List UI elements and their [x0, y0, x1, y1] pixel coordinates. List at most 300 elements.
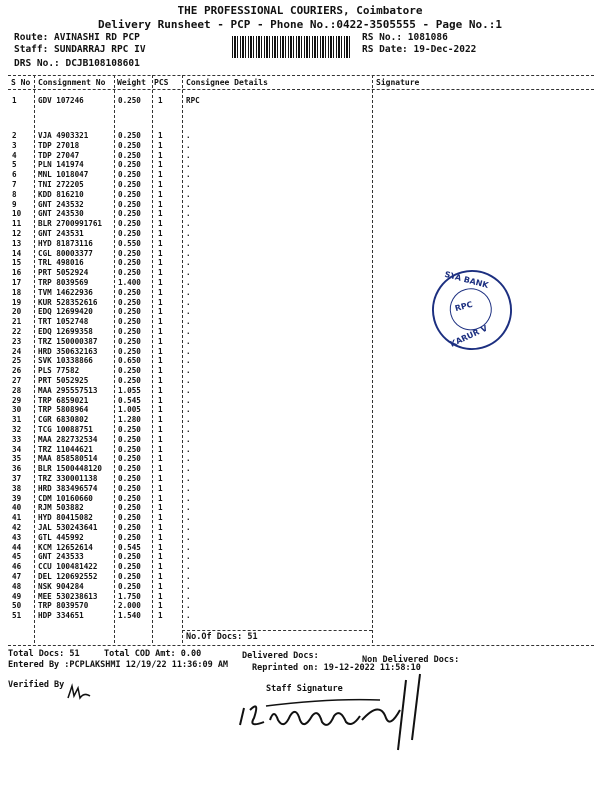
cell-pcs: 1	[158, 150, 163, 160]
table-row	[0, 190, 600, 199]
cell-sno: 36	[12, 464, 22, 474]
cell-det: .	[186, 523, 191, 532]
table-row	[0, 268, 600, 277]
cell-con: MAA 858580514	[38, 454, 98, 464]
table-row	[0, 396, 600, 405]
table-row	[0, 239, 600, 248]
table-row	[0, 347, 600, 356]
cell-wt: 0.250	[118, 581, 141, 591]
cell-sno: 42	[12, 523, 22, 532]
cell-sno: 32	[12, 425, 22, 434]
cell-con: GNT 243530	[38, 209, 84, 219]
cell-pcs: 1	[158, 611, 163, 621]
table-row	[0, 454, 600, 463]
cell-pcs: 1	[158, 131, 163, 140]
cell-det: .	[186, 415, 191, 425]
cell-wt: 0.250	[118, 170, 141, 180]
cell-det: .	[186, 248, 191, 258]
cell-con: KCM 12652614	[38, 542, 93, 552]
cell-pcs: 1	[158, 474, 163, 483]
cell-con: JAL 530243641	[38, 523, 98, 532]
table-row	[0, 170, 600, 179]
cell-det: .	[186, 395, 191, 405]
cell-sno: 25	[12, 356, 22, 366]
cell-det: .	[186, 572, 191, 581]
table-row	[0, 96, 600, 105]
cell-wt: 0.250	[118, 131, 141, 140]
cell-sno: 31	[12, 415, 22, 425]
table-row	[0, 601, 600, 610]
table-row	[0, 552, 600, 561]
cell-con: BLR 2700991761	[38, 219, 103, 229]
cell-con: CDM 10160660	[38, 493, 93, 503]
cell-sno: 12	[12, 229, 22, 238]
cell-con: BLR 1500448120	[38, 464, 103, 474]
cell-wt: 0.550	[118, 238, 141, 248]
cell-sno: 21	[12, 317, 22, 327]
cell-pcs: 1	[158, 160, 163, 170]
table-row	[0, 141, 600, 150]
cell-con: HDP 334651	[38, 611, 84, 621]
cell-con: PLN 141974	[38, 160, 84, 170]
no-of-docs: No.Of Docs: 51	[186, 632, 258, 642]
cell-wt: 0.250	[118, 523, 141, 532]
cell-wt: 0.250	[118, 248, 141, 258]
cell-wt: 0.250	[118, 483, 141, 493]
cell-con: TRP 5808964	[38, 405, 89, 415]
cell-wt: 0.250	[118, 180, 141, 189]
cell-det: .	[186, 611, 191, 621]
cell-wt: 1.280	[118, 415, 141, 425]
cell-pcs: 1	[158, 562, 163, 572]
cell-wt: 1.540	[118, 611, 141, 621]
cell-sno: 50	[12, 601, 22, 611]
cell-det: .	[186, 317, 191, 327]
cell-con: TRZ 11044621	[38, 444, 93, 454]
staff-signature-label: Staff Signature	[266, 684, 343, 694]
cell-det: .	[186, 562, 191, 572]
cell-pcs: 1	[158, 581, 163, 591]
cell-con: MNL 1018047	[38, 170, 89, 180]
cell-sno: 33	[12, 434, 22, 444]
cell-pcs: 1	[158, 454, 163, 464]
cell-det: .	[186, 444, 191, 454]
cell-wt: 0.250	[118, 552, 141, 562]
cell-sno: 2	[12, 131, 17, 140]
cell-det: .	[186, 150, 191, 160]
cell-wt: 0.250	[118, 140, 141, 150]
table-row	[0, 249, 600, 258]
cell-pcs: 1	[158, 601, 163, 611]
header-divider	[8, 89, 594, 90]
table-row	[0, 425, 600, 434]
cell-det: .	[186, 189, 191, 199]
col-header-signature: Signature	[376, 78, 420, 87]
cell-sno: 45	[12, 552, 22, 562]
cell-det: .	[186, 385, 191, 395]
cell-wt: 0.545	[118, 542, 141, 552]
cell-wt: 0.250	[118, 532, 141, 542]
cell-det: .	[186, 131, 191, 140]
cell-sno: 38	[12, 483, 22, 493]
cell-wt: 0.250	[118, 229, 141, 238]
cell-con: MEE 530238613	[38, 591, 98, 601]
cell-det: .	[186, 542, 191, 552]
cell-con: TRL 498016	[38, 258, 84, 268]
cell-det: .	[186, 199, 191, 209]
cell-con: GNT 243533	[38, 552, 84, 562]
cell-con: HYD 81873116	[38, 238, 93, 248]
cell-con: TVM 14622936	[38, 287, 93, 297]
cell-con: SVK 10338866	[38, 356, 93, 366]
cell-wt: 0.250	[118, 199, 141, 209]
cell-pcs: 1	[158, 513, 163, 523]
cell-wt: 0.250	[118, 287, 141, 297]
cell-wt: 0.250	[118, 503, 141, 513]
cell-det: .	[186, 180, 191, 189]
cell-pcs: 1	[158, 434, 163, 444]
cell-con: PRT 5052925	[38, 376, 89, 385]
cell-con: KUR 528352616	[38, 297, 98, 307]
cell-det: .	[186, 278, 191, 287]
cell-con: CCU 100481422	[38, 562, 98, 572]
cell-pcs: 1	[158, 258, 163, 268]
table-row	[0, 582, 600, 591]
cell-det: .	[186, 209, 191, 219]
cell-det: .	[186, 229, 191, 238]
table-row	[0, 366, 600, 375]
cell-det: .	[186, 170, 191, 180]
cell-sno: 13	[12, 238, 22, 248]
table-row	[0, 356, 600, 365]
cell-sno: 40	[12, 503, 22, 513]
cell-det: .	[186, 219, 191, 229]
cell-pcs: 1	[158, 415, 163, 425]
cell-sno: 48	[12, 581, 22, 591]
cell-det: .	[186, 454, 191, 464]
cell-sno: 17	[12, 278, 22, 287]
cell-det: .	[186, 405, 191, 415]
cell-pcs: 1	[158, 591, 163, 601]
cell-wt: 0.250	[118, 327, 141, 336]
reprinted-on: Reprinted on: 19-12-2022 11:58:10	[252, 663, 421, 673]
cell-sno: 49	[12, 591, 22, 601]
table-row	[0, 435, 600, 444]
cell-sno: 30	[12, 405, 22, 415]
cell-pcs: 1	[158, 552, 163, 562]
cell-sno: 20	[12, 307, 22, 317]
barcode	[232, 36, 352, 58]
table-row	[0, 592, 600, 601]
cell-det: .	[186, 238, 191, 248]
cell-sno: 29	[12, 395, 22, 405]
cell-wt: 0.250	[118, 454, 141, 464]
cell-con: HRD 350632163	[38, 346, 98, 356]
table-row	[0, 503, 600, 512]
cell-sno: 3	[12, 140, 17, 150]
cell-con: TRZ 330001138	[38, 474, 98, 483]
table-row	[0, 415, 600, 424]
cell-wt: 1.400	[118, 278, 141, 287]
cell-sno: 19	[12, 297, 22, 307]
cell-pcs: 1	[158, 503, 163, 513]
document-title: THE PROFESSIONAL COURIERS, Coimbatore	[177, 4, 423, 17]
cell-pcs: 1	[158, 366, 163, 376]
cell-det: .	[186, 591, 191, 601]
rs-date-label: RS Date: 19-Dec-2022	[362, 44, 477, 55]
entered-by: Entered By :PCPLAKSHMI 12/19/22 11:36:09 AM	[8, 660, 229, 670]
cell-det: .	[186, 336, 191, 346]
cell-pcs: 1	[158, 523, 163, 532]
cell-pcs: 1	[158, 483, 163, 493]
cell-wt: 0.250	[118, 96, 141, 105]
cell-con: DEL 120692552	[38, 572, 98, 581]
cell-wt: 0.250	[118, 209, 141, 219]
cell-det: .	[186, 297, 191, 307]
cell-con: GNT 243532	[38, 199, 84, 209]
cell-con: VJA 4903321	[38, 131, 89, 140]
cell-wt: 0.250	[118, 219, 141, 229]
cell-det: .	[186, 474, 191, 483]
cell-sno: 28	[12, 385, 22, 395]
cell-det: .	[186, 503, 191, 513]
cell-pcs: 1	[158, 532, 163, 542]
cell-pcs: 1	[158, 180, 163, 189]
docs-divider	[182, 630, 372, 631]
cell-sno: 9	[12, 199, 17, 209]
cell-pcs: 1	[158, 493, 163, 503]
table-row	[0, 533, 600, 542]
cell-pcs: 1	[158, 356, 163, 366]
verified-initials	[66, 682, 96, 702]
cell-wt: 0.250	[118, 376, 141, 385]
cell-sno: 51	[12, 611, 22, 621]
cell-wt: 0.250	[118, 150, 141, 160]
cell-con: TDP 27047	[38, 150, 80, 160]
cell-pcs: 1	[158, 278, 163, 287]
cell-wt: 0.250	[118, 513, 141, 523]
cell-sno: 47	[12, 572, 22, 581]
cell-det: .	[186, 346, 191, 356]
cell-pcs: 1	[158, 96, 163, 105]
cell-wt: 0.250	[118, 268, 141, 278]
cell-wt: 0.250	[118, 160, 141, 170]
cell-det: .	[186, 434, 191, 444]
cell-con: NSK 904284	[38, 581, 84, 591]
table-row	[0, 258, 600, 267]
cell-pcs: 1	[158, 444, 163, 454]
cell-pcs: 1	[158, 238, 163, 248]
cell-pcs: 1	[158, 346, 163, 356]
cell-det: .	[186, 601, 191, 611]
cell-con: TDP 27018	[38, 140, 80, 150]
cell-con: TNI 272205	[38, 180, 84, 189]
cell-pcs: 1	[158, 189, 163, 199]
cell-sno: 10	[12, 209, 22, 219]
staff-label: Staff: SUNDARRAJ RPC IV	[14, 44, 146, 55]
cell-wt: 0.250	[118, 317, 141, 327]
cell-pcs: 1	[158, 395, 163, 405]
col-header-consignment: Consignment No	[38, 78, 106, 87]
table-row	[0, 572, 600, 581]
cell-wt: 1.055	[118, 385, 141, 395]
cell-pcs: 1	[158, 405, 163, 415]
table-row	[0, 494, 600, 503]
cell-wt: 0.250	[118, 562, 141, 572]
cell-con: GNT 243531	[38, 229, 84, 238]
cell-sno: 14	[12, 248, 22, 258]
staff-signature	[230, 670, 430, 760]
table-row	[0, 180, 600, 189]
cell-det: .	[186, 160, 191, 170]
table-row	[0, 474, 600, 483]
cell-det: .	[186, 268, 191, 278]
cell-pcs: 1	[158, 199, 163, 209]
cell-pcs: 1	[158, 219, 163, 229]
cell-pcs: 1	[158, 336, 163, 346]
cell-det: .	[186, 513, 191, 523]
table-row	[0, 209, 600, 218]
table-row	[0, 513, 600, 522]
table-row	[0, 386, 600, 395]
table-row	[0, 611, 600, 620]
cell-sno: 15	[12, 258, 22, 268]
cell-sno: 34	[12, 444, 22, 454]
table-row	[0, 160, 600, 169]
cell-con: PLS 77582	[38, 366, 80, 376]
cell-con: PRT 5052924	[38, 268, 89, 278]
cell-sno: 26	[12, 366, 22, 376]
table-row	[0, 523, 600, 532]
cell-pcs: 1	[158, 542, 163, 552]
table-row	[0, 278, 600, 287]
cell-wt: 0.650	[118, 356, 141, 366]
cell-wt: 0.250	[118, 346, 141, 356]
cell-det: .	[186, 287, 191, 297]
cell-pcs: 1	[158, 425, 163, 434]
cell-sno: 41	[12, 513, 22, 523]
cell-wt: 0.250	[118, 474, 141, 483]
cell-det: .	[186, 307, 191, 317]
cell-con: HRD 383496574	[38, 483, 98, 493]
cell-pcs: 1	[158, 376, 163, 385]
cell-det: .	[186, 493, 191, 503]
cell-det: .	[186, 425, 191, 434]
cell-con: TRP 8039569	[38, 278, 89, 287]
cell-wt: 0.250	[118, 444, 141, 454]
cell-det: .	[186, 483, 191, 493]
cell-sno: 37	[12, 474, 22, 483]
cell-con: TCG 10088751	[38, 425, 93, 434]
cell-wt: 2.000	[118, 601, 141, 611]
cell-pcs: 1	[158, 209, 163, 219]
cell-det: .	[186, 356, 191, 366]
cell-det: .	[186, 376, 191, 385]
cell-pcs: 1	[158, 572, 163, 581]
cell-det: .	[186, 581, 191, 591]
cell-det: .	[186, 366, 191, 376]
total-cod: Total COD Amt: 0.00	[104, 649, 202, 659]
cell-con: CGL 80003377	[38, 248, 93, 258]
table-row	[0, 229, 600, 238]
table-row	[0, 376, 600, 385]
cell-sno: 16	[12, 268, 22, 278]
cell-wt: 0.250	[118, 493, 141, 503]
cell-pcs: 1	[158, 327, 163, 336]
table-row	[0, 543, 600, 552]
cell-wt: 0.545	[118, 395, 141, 405]
cell-det: .	[186, 532, 191, 542]
cell-pcs: 1	[158, 140, 163, 150]
cell-det: .	[186, 552, 191, 562]
cell-pcs: 1	[158, 229, 163, 238]
cell-wt: 1.750	[118, 591, 141, 601]
cell-wt: 0.250	[118, 572, 141, 581]
table-row	[0, 219, 600, 228]
col-header-pcs: PCS	[154, 78, 169, 87]
cell-sno: 1	[12, 96, 17, 105]
cell-pcs: 1	[158, 317, 163, 327]
cell-wt: 0.250	[118, 258, 141, 268]
cell-con: TRP 6859021	[38, 395, 89, 405]
table-row	[0, 327, 600, 336]
cell-con: MAA 282732534	[38, 434, 98, 444]
table-row	[0, 288, 600, 297]
cell-sno: 4	[12, 150, 17, 160]
cell-con: TRP 8039570	[38, 601, 89, 611]
cell-con: GTL 445992	[38, 532, 84, 542]
table-bottom-line	[8, 645, 594, 646]
route-label: Route: AVINASHI RD PCP	[14, 32, 140, 43]
table-row	[0, 484, 600, 493]
delivered-docs: Delivered Docs:	[242, 651, 319, 661]
cell-sno: 5	[12, 160, 17, 170]
table-row	[0, 562, 600, 571]
cell-con: GDV 107246	[38, 96, 84, 105]
cell-wt: 0.250	[118, 425, 141, 434]
cell-pcs: 1	[158, 385, 163, 395]
cell-con: CGR 6830802	[38, 415, 89, 425]
table-row	[0, 405, 600, 414]
cell-wt: 0.250	[118, 434, 141, 444]
cell-wt: 1.005	[118, 405, 141, 415]
cell-con: HYD 80415082	[38, 513, 93, 523]
cell-wt: 0.250	[118, 336, 141, 346]
non-delivered-docs: Non Delivered Docs:	[362, 655, 460, 665]
bank-stamp: SYA BANK RPC KARUR V	[423, 261, 521, 359]
cell-sno: 24	[12, 346, 22, 356]
cell-wt: 0.250	[118, 189, 141, 199]
cell-wt: 0.250	[118, 366, 141, 376]
cell-sno: 11	[12, 219, 22, 229]
cell-sno: 6	[12, 170, 17, 180]
cell-con: EDQ 12699358	[38, 327, 93, 336]
table-row	[0, 200, 600, 209]
cell-sno: 22	[12, 327, 22, 336]
cell-pcs: 1	[158, 464, 163, 474]
cell-det: .	[186, 140, 191, 150]
total-docs: Total Docs: 51	[8, 649, 80, 659]
cell-con: EDQ 12699420	[38, 307, 93, 317]
table-row	[0, 445, 600, 454]
cell-det: .	[186, 258, 191, 268]
col-header-weight: Weight	[117, 78, 146, 87]
cell-pcs: 1	[158, 297, 163, 307]
verified-by: Verified By	[8, 680, 65, 690]
cell-pcs: 1	[158, 268, 163, 278]
cell-sno: 44	[12, 542, 22, 552]
cell-det: .	[186, 327, 191, 336]
